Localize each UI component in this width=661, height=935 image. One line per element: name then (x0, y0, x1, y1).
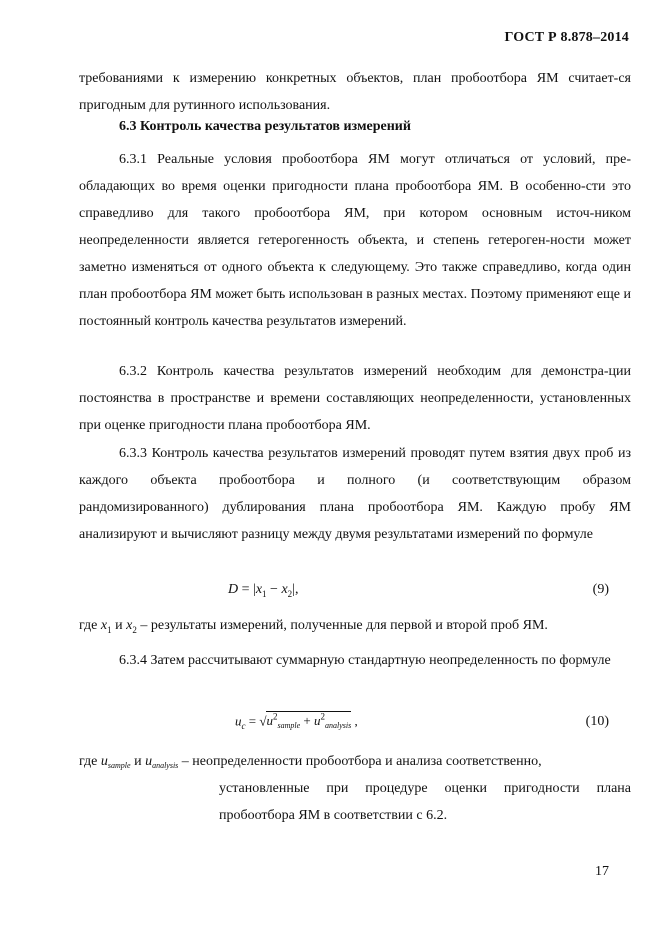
paragraph-6-3-2: 6.3.2 Контроль качества результатов измерений необходим для демонстра-ции постоянства в пространстве и времени составляющих неопределенности, установленных при оценке пригодности плана пробоотбора ЯМ. (79, 364, 631, 433)
equation-9-number: (9) (592, 582, 609, 597)
equation-10: $u_c = √u^2_{sample} + u^2_{analysis}$ , (235, 712, 358, 731)
sqrt-sign: √ (259, 713, 267, 729)
page-number: 17 (595, 864, 609, 879)
equation-9: $D = |x_1 - x_2|$, (228, 582, 299, 599)
where-clause-9: где $x_1$ и $x_2$ – результаты измерений, полученные для первой и второй проб ЯМ. (79, 618, 548, 635)
paragraph-6-3-4: 6.3.4 Затем рассчитывают суммарную стандартную неопределенность по формуле (119, 653, 611, 668)
equation-10-number: (10) (585, 714, 609, 729)
paragraph-6-3-3: 6.3.3 Контроль качества результатов измерений проводят путем взятия двух проб из каждого объекта пробоотбора и полного (и соответствующим образом рандомизированного) дублирования плана пробоотбора ЯМ. Каждую пробу ЯМ анализируют и вычисляют разницу между двумя результатами измерений по формуле (79, 446, 631, 542)
sqrt-radicand: $u^2_{sample} + u^2_{analysis}$ (266, 712, 352, 731)
where-clause-10: где $u_{sample}$ и $u_{analysis}$ – неопределенности пробоотбора и анализа соответственно, (79, 754, 542, 770)
continuation-paragraph: требованиями к измерению конкретных объектов, план пробоотбора ЯМ считает-ся пригодным для рутинного использования. (79, 71, 631, 113)
document-header: ГОСТ Р 8.878–2014 (504, 30, 629, 45)
section-heading: 6.3 Контроль качества результатов измерений (119, 119, 411, 134)
where-clause-10-continuation: установленные при процедуре оценки пригодности плана пробоотбора ЯМ в соответствии с 6.2. (219, 781, 631, 823)
paragraph-6-3-1: 6.3.1 Реальные условия пробоотбора ЯМ могут отличаться от условий, пре-обладающих во время оценки пригодности плана пробоотбора ЯМ. В особенно-сти это справедливо для такого пробоотбора ЯМ, при котором основным источ-ником неопределенности является гетерогенность объекта, и степень гетероген-ности может заметно изменяться от одного объекта к следующему. Это также справедливо, когда один план пробоотбора ЯМ может быть использован в разных местах. Поэтому применяют еще и постоянный контроль качества результатов измерений. (79, 152, 631, 329)
